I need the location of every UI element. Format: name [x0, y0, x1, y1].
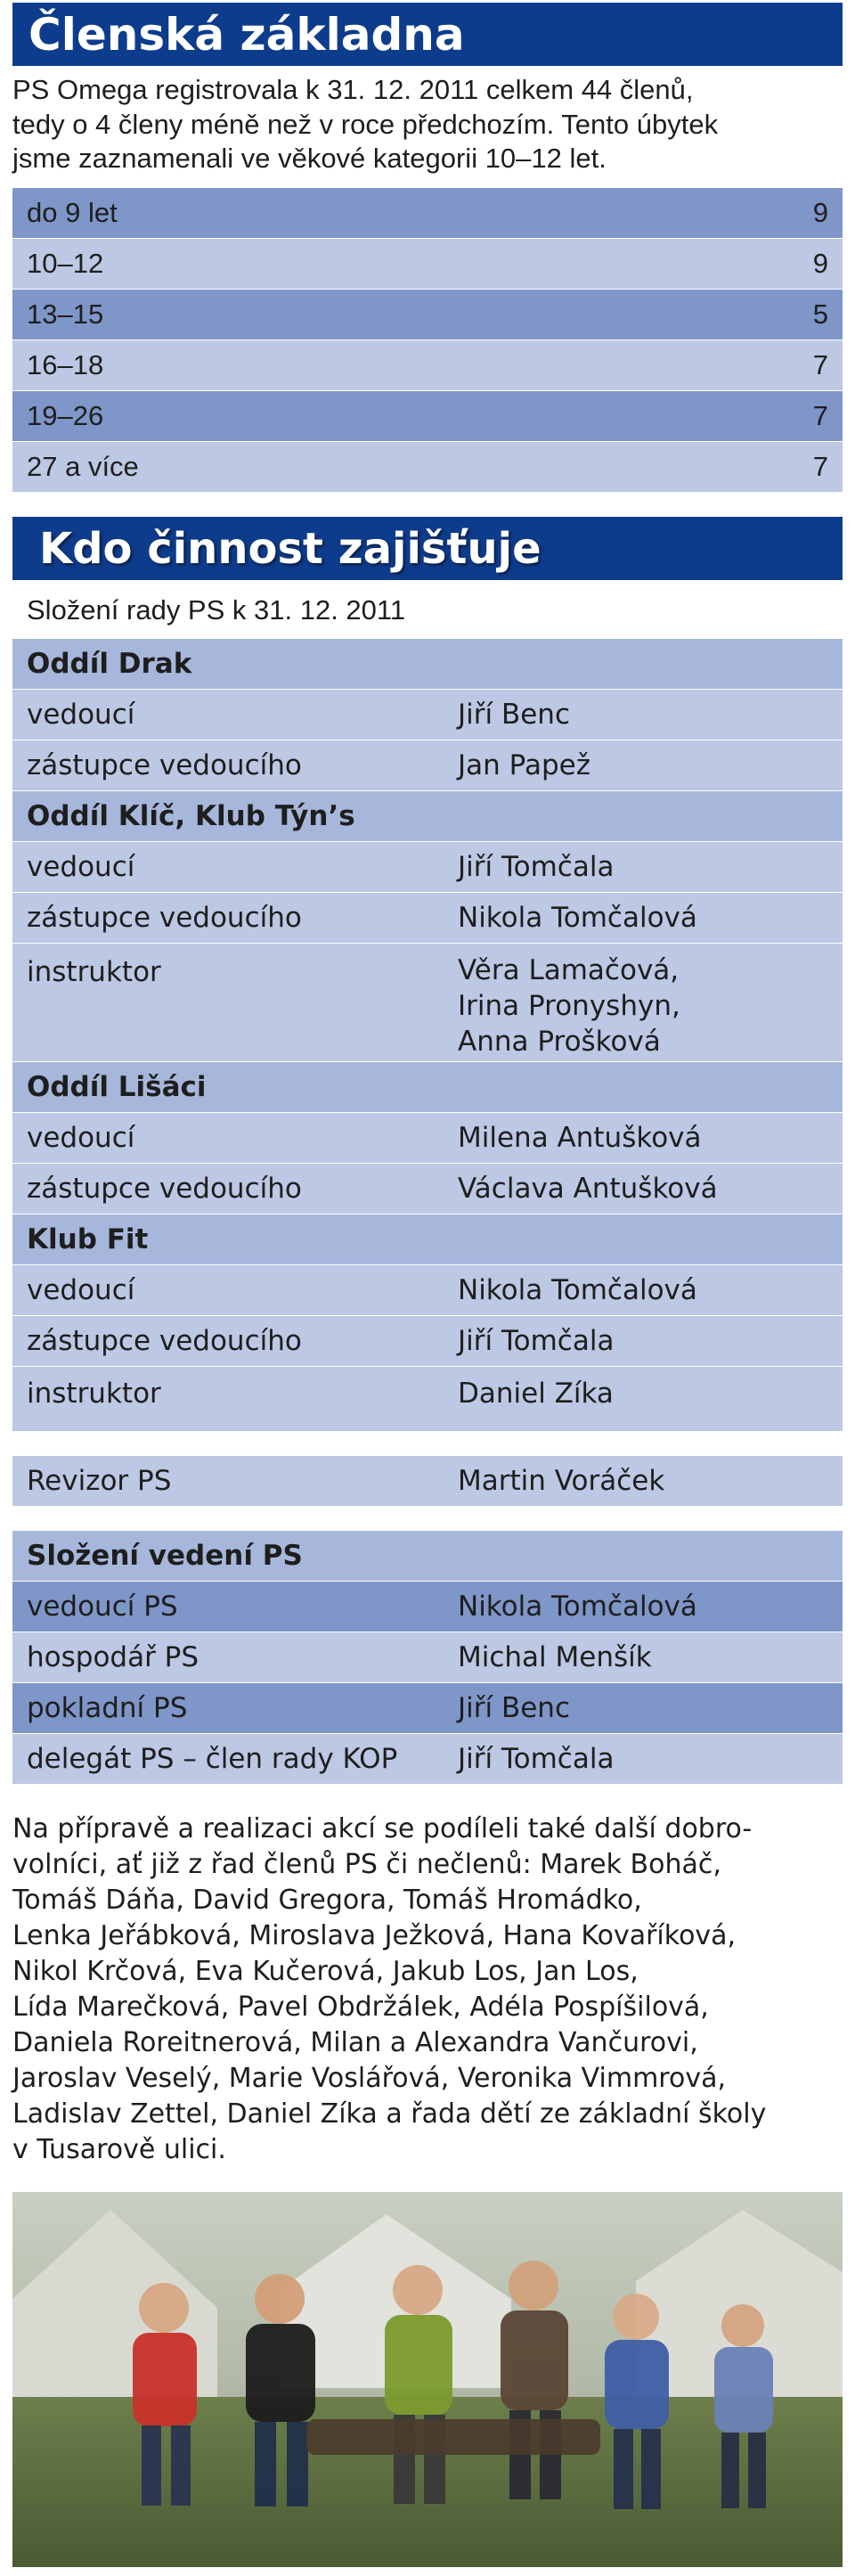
- photo-illustration: [12, 2192, 843, 2567]
- person-name: Nikola Tomčalová: [458, 1591, 697, 1623]
- staff-row: [12, 690, 843, 740]
- volunteers-line: Jaroslav Veselý, Marie Voslářová, Veronika Vimmrová,: [12, 2063, 727, 2094]
- leadership-header: [12, 1531, 843, 1581]
- leadership-row: [12, 1632, 843, 1682]
- auditor-row: [12, 1456, 843, 1506]
- age-label: 16–18: [27, 349, 104, 380]
- staff-subtitle: Složení rady PS k 31. 12. 2011: [27, 594, 406, 626]
- leadership-row: [12, 1683, 843, 1733]
- role-label: zástupce vedoucího: [27, 902, 302, 934]
- unit-header: [12, 639, 843, 689]
- person-name: Michal Menšík: [458, 1641, 652, 1673]
- unit-header: [12, 1214, 843, 1264]
- person-name: Anna Prošková: [458, 1026, 661, 1058]
- role-label: vedoucí: [27, 1274, 135, 1306]
- staff-row: [12, 1164, 843, 1214]
- role-label: zástupce vedoucího: [27, 1325, 302, 1357]
- staff-row: [12, 1265, 843, 1315]
- intro-line: PS Omega registrovala k 31. 12. 2011 celkem 44 členů,: [12, 74, 694, 105]
- leadership-row: [12, 1582, 843, 1631]
- person-name: Jan Papež: [458, 749, 590, 781]
- person-name: Nikola Tomčalová: [458, 902, 697, 934]
- age-label: 10–12: [27, 248, 104, 279]
- age-label: do 9 let: [27, 197, 118, 228]
- person-name: Jiří Benc: [458, 1692, 570, 1724]
- person-name: Jiří Tomčala: [458, 851, 615, 883]
- person-name: Milena Antušková: [458, 1122, 702, 1154]
- unit-name: Oddíl Lišáci: [27, 1071, 207, 1103]
- photo-children-race-icon: [12, 2192, 843, 2567]
- unit-header: [12, 791, 843, 841]
- age-count: 7: [812, 400, 828, 431]
- staff-row: [12, 944, 843, 1061]
- membership-title-text: Členská základna: [28, 8, 465, 61]
- role-label: vedoucí: [27, 851, 135, 883]
- staff-row: [12, 1113, 843, 1163]
- person-name: Jiří Tomčala: [458, 1325, 615, 1357]
- staff-title-text: Kdo činnost zajišťuje: [39, 523, 542, 574]
- age-row: [12, 340, 843, 390]
- person-name: Václava Antušková: [458, 1173, 718, 1205]
- volunteers-line: Lída Marečková, Pavel Obdržálek, Adéla Pospíšilová,: [12, 1991, 709, 2023]
- staff-row: [12, 740, 843, 790]
- role-label: zástupce vedoucího: [27, 749, 302, 781]
- person-name: Jiří Benc: [458, 699, 570, 731]
- volunteers-line: Lenka Jeřábková, Miroslava Ježková, Hana Kovaříková,: [12, 1920, 737, 1951]
- leadership-row: [12, 1734, 843, 1784]
- volunteers-line: Daniela Roreitnerová, Milan a Alexandra Vančurovi,: [12, 2027, 698, 2058]
- role-label: vedoucí: [27, 1122, 135, 1154]
- age-count: 7: [812, 349, 828, 380]
- membership-title: [12, 3, 843, 66]
- age-row: [12, 391, 843, 441]
- unit-header: [12, 1062, 843, 1112]
- person-name: Věra Lamačová,: [458, 954, 680, 986]
- volunteers-line: Tomáš Dáňa, David Gregora, Tomáš Hromádko,: [12, 1885, 642, 1916]
- role-label: vedoucí PS: [27, 1591, 178, 1623]
- age-row: [12, 188, 843, 238]
- person-name: Daniel Zíka: [458, 1378, 614, 1410]
- role-label: instruktor: [27, 1378, 161, 1410]
- volunteers-line: Na přípravě a realizaci akcí se podíleli také další dobro-: [12, 1813, 753, 1844]
- age-count: 9: [812, 197, 828, 228]
- role-label: hospodář PS: [27, 1641, 200, 1673]
- age-label: 19–26: [27, 400, 104, 431]
- leadership-title: Složení vedení PS: [27, 1540, 303, 1572]
- person-name: Jiří Tomčala: [458, 1743, 615, 1775]
- staff-row: [12, 893, 843, 943]
- person-name: Martin Voráček: [458, 1465, 665, 1497]
- role-label: pokladní PS: [27, 1692, 188, 1724]
- person-name: Nikola Tomčalová: [458, 1274, 697, 1306]
- intro-line: jsme zaznamenali ve věkové kategorii 10–12 let.: [12, 143, 607, 174]
- age-count: 5: [812, 298, 828, 330]
- unit-name: Klub Fit: [27, 1223, 149, 1255]
- staff-row: [12, 1367, 843, 1431]
- volunteers-paragraph: [12, 1811, 843, 2168]
- age-row: [12, 442, 843, 492]
- staff-title: [12, 517, 843, 580]
- age-label: 13–15: [27, 298, 104, 330]
- volunteers-line: volníci, ať již z řad členů PS či nečlenů: Marek Boháč,: [12, 1849, 721, 1880]
- volunteers-line: Nikol Krčová, Eva Kučerová, Jakub Los, Jan Los,: [12, 1956, 639, 1987]
- age-row: [12, 239, 843, 289]
- role-label: delegát PS – člen rady KOP: [27, 1743, 398, 1775]
- age-count: 9: [812, 248, 828, 279]
- volunteers-line: v Tusarově ulici.: [12, 2134, 226, 2165]
- intro-line: tedy o 4 členy méně než v roce předchozím. Tento úbytek: [12, 108, 719, 140]
- staff-row: [12, 1316, 843, 1366]
- person-list: [458, 953, 680, 1059]
- role-label: vedoucí: [27, 699, 135, 731]
- staff-row: [12, 842, 843, 892]
- membership-intro: [12, 73, 843, 176]
- person-name: Irina Pronyshyn,: [458, 990, 680, 1022]
- volunteers-line: Ladislav Zettel, Daniel Zíka a řada dětí ze základní školy: [12, 2098, 767, 2130]
- age-count: 7: [812, 451, 828, 482]
- role-label: zástupce vedoucího: [27, 1173, 302, 1205]
- age-label: 27 a více: [27, 451, 139, 482]
- unit-name: Oddíl Drak: [27, 648, 192, 680]
- role-label: Revizor PS: [27, 1465, 172, 1497]
- unit-name: Oddíl Klíč, Klub Týn’s: [27, 800, 355, 832]
- age-row: [12, 290, 843, 339]
- role-label: instruktor: [27, 956, 161, 988]
